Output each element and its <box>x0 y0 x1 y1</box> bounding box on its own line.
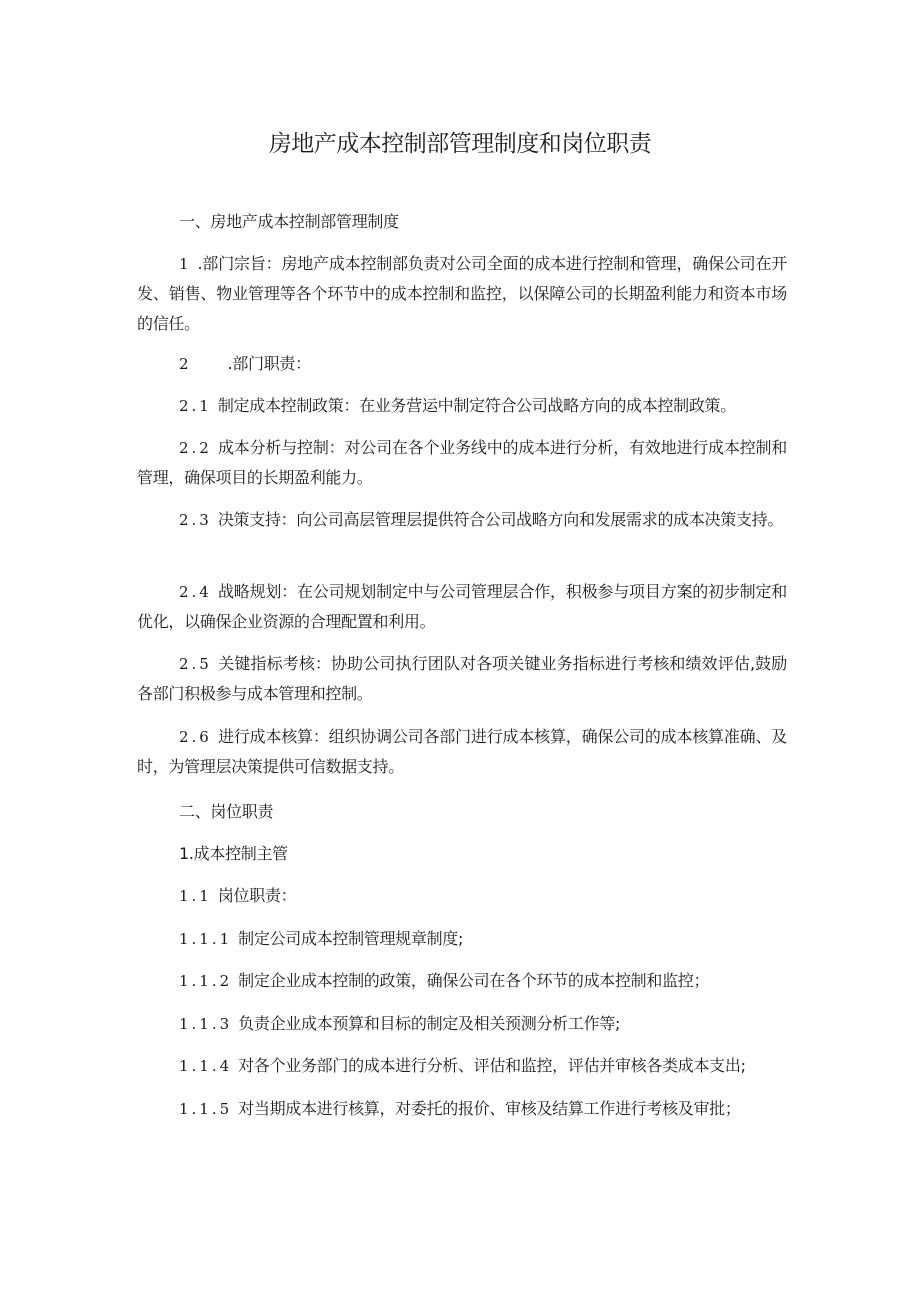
paragraph-text: 对各个业务部门的成本进行分析、评估和监控，评估并审核各类成本支出; <box>238 1056 746 1075</box>
paragraph-number: 2.3 <box>179 511 212 529</box>
paragraph-number: 2.6 <box>179 728 212 746</box>
paragraph-text: 制定公司成本控制管理规章制度; <box>238 929 464 948</box>
paragraph-text: .部门宗旨：房地产成本控制部负责对公司全面的成本进行控制和管理，确保公司在开发、销售、物业管理等各个环节中的成本控制和监控，以保障公司的长期盈利能力和资本市场的信任。 <box>137 254 787 333</box>
paragraph-2-4 <box>137 577 787 637</box>
paragraph-2-1 <box>137 391 787 421</box>
section-heading-1: 一、房地产成本控制部管理制度 <box>179 212 399 231</box>
paragraph-1-1-4 <box>137 1051 787 1081</box>
paragraph-number: 1 <box>179 255 192 273</box>
paragraph-number: 1.1.1 <box>179 930 233 948</box>
paragraph-number: 1.1.4 <box>179 1057 233 1075</box>
paragraph-text: 岗位职责： <box>217 886 297 905</box>
paragraph-2-5 <box>137 649 787 709</box>
paragraph-number: 1.1.2 <box>179 972 233 990</box>
paragraph-2 <box>137 349 787 379</box>
paragraph-number: 2.2 <box>179 439 212 457</box>
paragraph-1-1-5 <box>137 1094 787 1124</box>
paragraph-1-1-1 <box>137 924 787 954</box>
paragraph-text: 负责企业成本预算和目标的制定及相关预测分析工作等; <box>238 1014 621 1033</box>
paragraph-text: 制定企业成本控制的政策，确保公司在各个环节的成本控制和监控； <box>238 971 710 990</box>
paragraph-number: 2 <box>179 355 192 373</box>
paragraph-number: 1.1 <box>179 887 212 905</box>
paragraph-number: 1.1.5 <box>179 1100 233 1118</box>
paragraph-number: 2.1 <box>179 397 212 415</box>
paragraph-1 <box>137 249 787 339</box>
paragraph-1-1-2 <box>137 966 787 996</box>
paragraph-2-2 <box>137 433 787 493</box>
paragraph-text: 关键指标考核：协助公司执行团队对各项关键业务指标进行考核和绩效评估,鼓励各部门积极参与成本管理和控制。 <box>137 654 787 703</box>
paragraph-text: 对当期成本进行核算，对委托的报价、审核及结算工作进行考核及审批； <box>238 1099 741 1118</box>
paragraph-text: 进行成本核算：组织协调公司各部门进行成本核算，确保公司的成本核算准确、及时，为管理层决策提供可信数据支持。 <box>137 727 787 776</box>
paragraph-text: 决策支持：向公司高层管理层提供符合公司战略方向和发展需求的成本决策支持。 <box>217 510 784 529</box>
paragraph-2-3 <box>137 505 787 535</box>
subsection-heading: 1.成本控制主管 <box>179 844 288 863</box>
document-title: 房地产成本控制部管理制度和岗位职责 <box>268 131 652 157</box>
paragraph-number: 2.5 <box>179 655 212 673</box>
paragraph-2-6 <box>137 722 787 782</box>
paragraph-text: 制定成本控制政策：在业务营运中制定符合公司战略方向的成本控制政策。 <box>217 396 736 415</box>
paragraph-text: 战略规划：在公司规划制定中与公司管理层合作，积极参与项目方案的初步制定和优化，以确保企业资源的合理配置和利用。 <box>137 582 787 631</box>
paragraph-text: 成本分析与控制：对公司在各个业务线中的成本进行分析，有效地进行成本控制和管理，确保项目的长期盈利能力。 <box>137 438 787 487</box>
paragraph-number: 1.1.3 <box>179 1015 233 1033</box>
paragraph-1-1 <box>137 881 787 911</box>
paragraph-number: 2.4 <box>179 583 212 601</box>
section-heading-2: 二、岗位职责 <box>179 802 274 821</box>
paragraph-text: .部门职责： <box>227 354 311 373</box>
paragraph-1-1-3 <box>137 1009 787 1039</box>
